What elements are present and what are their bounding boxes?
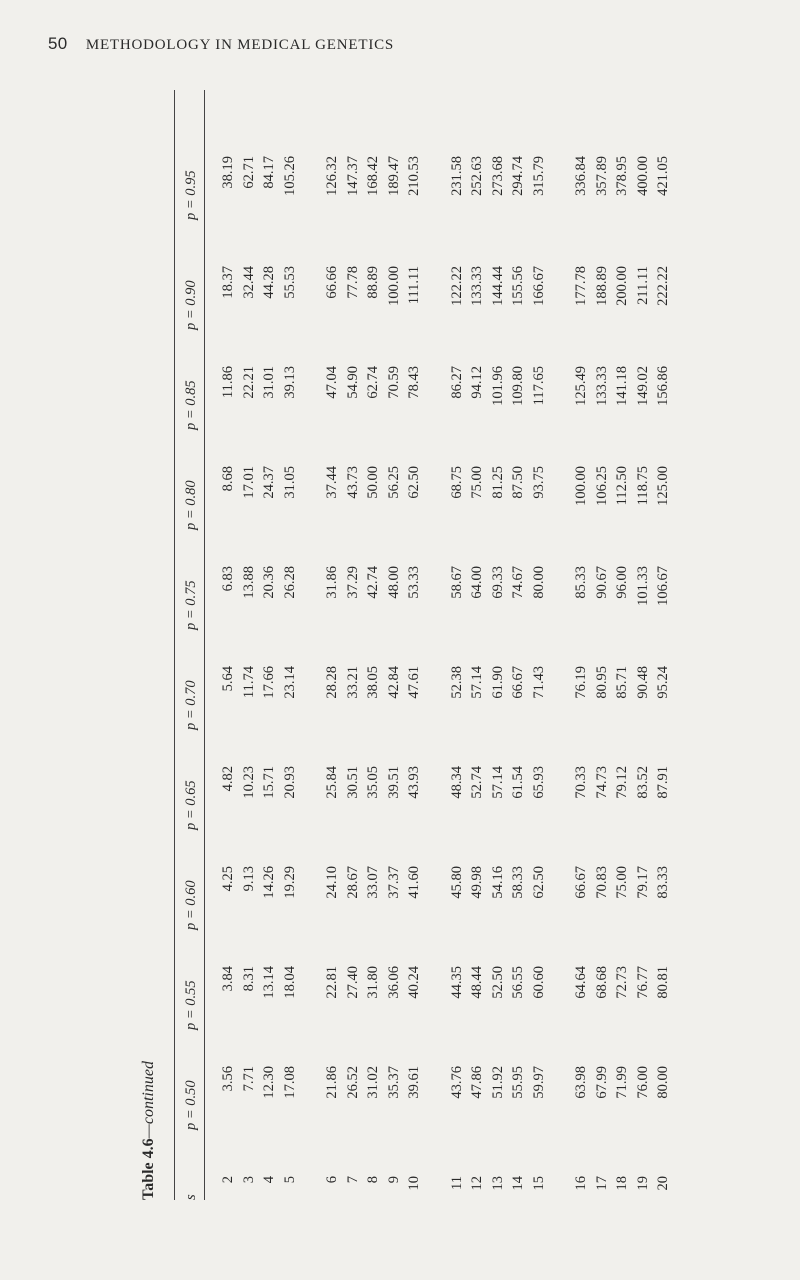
table-cell: 88.89 [365,266,381,299]
table-cell: 149.02 [634,366,651,406]
table-row [529,90,549,1200]
table-caption [140,1061,158,1200]
table-cell: 70.33 [573,766,589,799]
table-cell: 378.95 [614,156,630,196]
table-cell: 68.68 [593,966,610,999]
row-s-value: 14 [510,1176,526,1191]
table-cell: 101.96 [489,366,506,406]
row-s-value: 2 [220,1176,236,1184]
table-cell: 133.33 [469,266,485,306]
table-cell: 22.21 [240,366,257,399]
table-cell: 6.83 [220,566,236,592]
table-cell: 40.24 [406,966,422,999]
table-row [384,90,404,1200]
col-header-p050: p = 0.50 [183,1080,199,1130]
table-cell: 65.93 [530,766,547,799]
table-cell: 112.50 [614,466,630,506]
table-cell: 62.50 [530,866,547,899]
table-cell: 69.33 [489,566,506,599]
table-cell: 53.33 [406,566,422,599]
table-cell: 118.75 [634,466,651,506]
table-row [633,90,653,1200]
table-cell: 80.00 [655,1066,671,1099]
table-cell: 11.86 [220,366,236,399]
table-cell: 125.00 [655,466,671,506]
table-cell: 122.22 [448,266,465,306]
table-label: Table 4.6 [140,1138,157,1200]
table-cell: 72.73 [614,966,630,999]
row-s-value: 7 [344,1176,361,1184]
table-cell: 20.36 [261,566,277,599]
table-row [571,90,591,1200]
table-cell: 133.33 [593,366,610,406]
table-cell: 21.86 [324,1066,340,1099]
table-header-row [181,90,201,1200]
table-cell: 8.68 [220,466,236,492]
row-s-value: 17 [593,1176,610,1191]
table-cell: 31.02 [365,1066,381,1099]
table-cell: 54.16 [489,866,506,899]
table-cell: 33.21 [344,666,361,699]
table-cell: 357.89 [593,156,610,196]
table-cell: 83.33 [655,866,671,899]
table-cell: 168.42 [365,156,381,196]
table-cell: 37.44 [324,466,340,499]
table-cell: 47.04 [324,366,340,399]
table-cell: 400.00 [634,156,651,196]
table-cell: 52.38 [448,666,465,699]
table-cell: 47.86 [469,1066,485,1099]
table-cell: 273.68 [489,156,506,196]
table-row [343,90,363,1200]
table-cell: 188.89 [593,266,610,306]
row-s-value: 15 [530,1176,547,1191]
table-cell: 26.52 [344,1066,361,1099]
table-cell: 48.00 [385,566,402,599]
table-cell: 42.84 [385,666,402,699]
table-cell: 166.67 [530,266,547,306]
row-s-value: 6 [324,1176,340,1184]
table-cell: 39.13 [281,366,298,399]
top-rule [174,90,175,1200]
table-cell: 64.64 [573,966,589,999]
table-row [467,90,487,1200]
table-cell: 75.00 [469,466,485,499]
table-cell: 48.44 [469,966,485,999]
table-cell: 79.17 [634,866,651,899]
col-header-p075: p = 0.75 [183,580,199,630]
table-cell: 4.25 [220,866,236,892]
table-cell: 43.73 [344,466,361,499]
col-header-p080: p = 0.80 [183,480,199,530]
table-cell: 35.05 [365,766,381,799]
table-cell: 61.54 [510,766,526,799]
table-cell: 109.80 [510,366,526,406]
table-cell: 81.25 [489,466,506,499]
table-cell: 13.88 [240,566,257,599]
table-cell: 66.67 [573,866,589,899]
table-cell: 106.67 [655,566,671,606]
table-cell: 74.67 [510,566,526,599]
table-cell: 106.25 [593,466,610,506]
table-cell: 76.00 [634,1066,651,1099]
table-cell: 61.90 [489,666,506,699]
page-number: 50 [48,34,68,53]
table-cell: 7.71 [240,1066,257,1092]
table-cell: 15.71 [261,766,277,799]
table-cell: 222.22 [655,266,671,306]
table-cell: 294.74 [510,156,526,196]
table-cell: 33.07 [365,866,381,899]
table-cell: 31.86 [324,566,340,599]
table-continued: —continued [140,1061,157,1139]
table-cell: 68.75 [448,466,465,499]
table-cell: 39.61 [406,1066,422,1099]
table-cell: 79.12 [614,766,630,799]
table-cell: 252.63 [469,156,485,196]
table-cell: 12.30 [261,1066,277,1099]
table-cell: 95.24 [655,666,671,699]
table-cell: 3.56 [220,1066,236,1092]
table-cell: 44.35 [448,966,465,999]
col-header-p055: p = 0.55 [183,980,199,1030]
table-cell: 62.50 [406,466,422,499]
table-cell: 125.49 [573,366,589,406]
table-cell: 66.67 [510,666,526,699]
table-row [447,90,467,1200]
table-cell: 31.80 [365,966,381,999]
table-cell: 11.74 [240,666,257,699]
table-cell: 71.43 [530,666,547,699]
page-header [48,34,394,54]
col-header-p090: p = 0.90 [183,280,199,330]
table-cell: 84.17 [261,156,277,189]
table-cell: 30.51 [344,766,361,799]
table-cell: 85.33 [573,566,589,599]
table-cell: 4.82 [220,766,236,792]
table-cell: 48.34 [448,766,465,799]
table-cell: 56.25 [385,466,402,499]
table-cell: 14.26 [261,866,277,899]
table-cell: 87.91 [655,766,671,799]
table-cell: 38.19 [220,156,236,189]
table-cell: 26.28 [281,566,298,599]
table-cell: 156.86 [655,366,671,406]
table-cell: 62.74 [365,366,381,399]
table-cell: 126.32 [324,156,340,196]
table-cell: 19.29 [281,866,298,899]
col-header-p070: p = 0.70 [183,680,199,730]
table-cell: 36.06 [385,966,402,999]
table-cell: 74.73 [593,766,610,799]
table-cell: 117.65 [530,366,547,406]
table-cell: 80.95 [593,666,610,699]
table-cell: 62.71 [240,156,257,189]
table-cell: 17.66 [261,666,277,699]
table-cell: 177.78 [573,266,589,306]
table-cell: 49.98 [469,866,485,899]
row-s-value: 10 [406,1176,422,1191]
table-cell: 24.10 [324,866,340,899]
table-cell: 52.74 [469,766,485,799]
table-cell: 83.52 [634,766,651,799]
running-head: METHODOLOGY IN MEDICAL GENETICS [85,37,395,53]
table-row [239,90,259,1200]
table-row [363,90,383,1200]
table-cell: 77.78 [344,266,361,299]
table-cell: 76.77 [634,966,651,999]
table-cell: 141.18 [614,366,630,406]
table-cell: 63.98 [573,1066,589,1099]
table-cell: 8.31 [240,966,257,992]
row-s-value: 16 [573,1176,589,1191]
table-cell: 47.61 [406,666,422,699]
table-cell: 41.60 [406,866,422,899]
row-s-value: 18 [614,1176,630,1191]
table-cell: 25.84 [324,766,340,799]
table-cell: 28.67 [344,866,361,899]
table-cell: 5.64 [220,666,236,692]
table-cell: 105.26 [281,156,298,196]
table-cell: 37.29 [344,566,361,599]
table-cell: 3.84 [220,966,236,992]
table-cell: 10.23 [240,766,257,799]
row-s-value: 5 [281,1176,298,1184]
header-rule [204,90,205,1200]
table-cell: 200.00 [614,266,630,306]
table-cell: 60.60 [530,966,547,999]
table-cell: 51.92 [489,1066,506,1099]
table-cell: 189.47 [385,156,402,196]
table-cell: 58.33 [510,866,526,899]
table-cell: 100.00 [385,266,402,306]
table-cell: 70.59 [385,366,402,399]
row-s-value: 3 [240,1176,257,1184]
table-row [653,90,673,1200]
table-cell: 39.51 [385,766,402,799]
table-cell: 94.12 [469,366,485,399]
table-cell: 28.28 [324,666,340,699]
row-s-value: 4 [261,1176,277,1184]
table-cell: 52.50 [489,966,506,999]
table-cell: 18.37 [220,266,236,299]
table-cell: 13.14 [261,966,277,999]
table-cell: 37.37 [385,866,402,899]
table-cell: 20.93 [281,766,298,799]
table-cell: 67.99 [593,1066,610,1099]
table-cell: 9.13 [240,866,257,892]
table-cell: 32.44 [240,266,257,299]
table-cell: 421.05 [655,156,671,196]
row-s-value: 20 [655,1176,671,1191]
rotated-table [140,90,740,1200]
col-header-p095: p = 0.95 [183,170,199,220]
table-cell: 101.33 [634,566,651,606]
table-cell: 43.76 [448,1066,465,1099]
row-s-value: 19 [634,1176,651,1191]
table-cell: 22.81 [324,966,340,999]
table-cell: 315.79 [530,156,547,196]
table-row [508,90,528,1200]
table-cell: 231.58 [448,156,465,196]
table-cell: 100.00 [573,466,589,506]
col-header-p085: p = 0.85 [183,380,199,430]
table-row [612,90,632,1200]
col-header-p065: p = 0.65 [183,780,199,830]
table-cell: 35.37 [385,1066,402,1099]
table-cell: 93.75 [530,466,547,499]
row-s-value: 11 [448,1176,465,1190]
table-cell: 24.37 [261,466,277,499]
table-cell: 31.01 [261,366,277,399]
table-cell: 70.83 [593,866,610,899]
table-cell: 42.74 [365,566,381,599]
table-cell: 90.67 [593,566,610,599]
table-cell: 57.14 [469,666,485,699]
table-cell: 54.90 [344,366,361,399]
table-cell: 71.99 [614,1066,630,1099]
table-cell: 18.04 [281,966,298,999]
table-cell: 155.56 [510,266,526,306]
table-row [404,90,424,1200]
table-cell: 58.67 [448,566,465,599]
table-cell: 86.27 [448,366,465,399]
table-cell: 76.19 [573,666,589,699]
table-cell: 211.11 [634,266,651,305]
table-cell: 38.05 [365,666,381,699]
table-cell: 45.80 [448,866,465,899]
table-cell: 31.05 [281,466,298,499]
table-cell: 59.97 [530,1066,547,1099]
table-cell: 27.40 [344,966,361,999]
row-s-value: 13 [489,1176,506,1191]
row-s-value: 8 [365,1176,381,1184]
table-cell: 210.53 [406,156,422,196]
table-row [488,90,508,1200]
table-cell: 85.71 [614,666,630,699]
table-cell: 56.55 [510,966,526,999]
table-cell: 78.43 [406,366,422,399]
row-s-value: 9 [385,1176,402,1184]
table-cell: 50.00 [365,466,381,499]
table-cell: 336.84 [573,156,589,196]
table-cell: 55.53 [281,266,298,299]
table-cell: 80.00 [530,566,547,599]
table-cell: 17.01 [240,466,257,499]
table-cell: 44.28 [261,266,277,299]
table-cell: 80.81 [655,966,671,999]
table-cell: 64.00 [469,566,485,599]
table-cell: 17.08 [281,1066,298,1099]
table-row [322,90,342,1200]
table-cell: 96.00 [614,566,630,599]
col-header-p060: p = 0.60 [183,880,199,930]
table-cell: 43.93 [406,766,422,799]
table-row [218,90,238,1200]
table-row [280,90,300,1200]
row-s-value: 12 [469,1176,485,1191]
table-cell: 144.44 [489,266,506,306]
table-cell: 111.11 [406,266,422,305]
table-cell: 90.48 [634,666,651,699]
col-header-s: s [183,1194,199,1200]
table-cell: 75.00 [614,866,630,899]
table-cell: 66.66 [324,266,340,299]
table-row [259,90,279,1200]
table-cell: 57.14 [489,766,506,799]
table-cell: 23.14 [281,666,298,699]
table-cell: 147.37 [344,156,361,196]
table-cell: 87.50 [510,466,526,499]
table-cell: 55.95 [510,1066,526,1099]
table-row [592,90,612,1200]
